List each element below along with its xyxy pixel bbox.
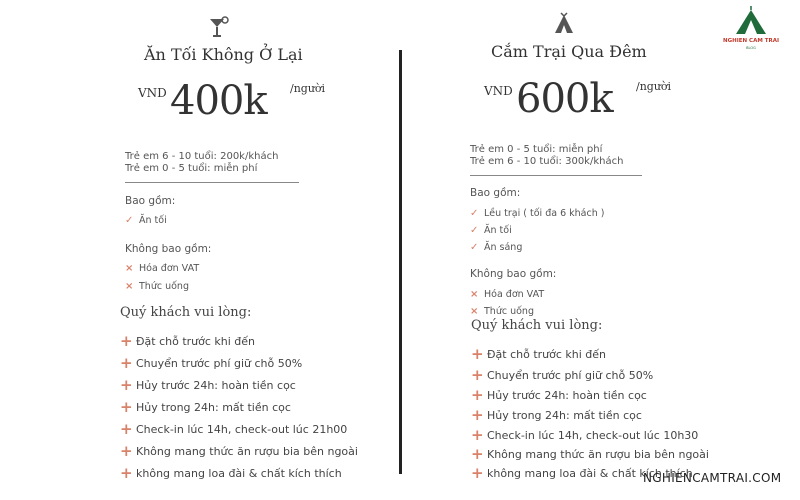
included-item: ✓ Ăn tối bbox=[470, 225, 512, 236]
package-camping bbox=[470, 0, 730, 500]
plus-icon: + bbox=[120, 332, 133, 350]
price-amount: 600k bbox=[516, 76, 613, 122]
x-icon: × bbox=[125, 263, 134, 274]
excluded-item: × Thức uống bbox=[125, 281, 189, 292]
included-item: ✓ Ăn tối bbox=[125, 215, 167, 226]
plus-icon: + bbox=[120, 420, 133, 438]
tent-icon bbox=[552, 12, 576, 36]
check-icon: ✓ bbox=[125, 215, 134, 226]
package-title: Ăn Tối Không Ở Lại bbox=[144, 45, 303, 64]
x-icon: × bbox=[470, 306, 479, 317]
divider-line bbox=[125, 182, 299, 183]
excluded-label: Không bao gồm: bbox=[125, 243, 212, 255]
plus-icon: + bbox=[471, 445, 484, 463]
plus-icon: + bbox=[471, 386, 484, 404]
excluded-item: × Hóa đơn VAT bbox=[470, 289, 545, 300]
note-item: + Đặt chỗ trước khi đến bbox=[471, 345, 607, 363]
note-item: + Không mang thức ăn rượu bia bên ngoài bbox=[471, 445, 709, 463]
divider-line bbox=[470, 175, 642, 176]
price bbox=[484, 76, 684, 124]
logo-sub: BLOG bbox=[746, 46, 756, 50]
excluded-label: Không bao gồm: bbox=[470, 268, 557, 280]
child-rate: Trẻ em 6 - 10 tuổi: 200k/khách bbox=[125, 151, 279, 162]
child-rate: Trẻ em 6 - 10 tuổi: 300k/khách bbox=[470, 156, 624, 167]
note-item: + Đặt chỗ trước khi đến bbox=[120, 332, 256, 350]
note-item: + Hủy trước 24h: hoàn tiền cọc bbox=[120, 376, 296, 394]
note-item: + Check-in lúc 14h, check-out lúc 10h30 bbox=[471, 426, 699, 444]
plus-icon: + bbox=[471, 426, 484, 444]
child-rate: Trẻ em 0 - 5 tuổi: miễn phí bbox=[125, 163, 258, 174]
included-label: Bao gồm: bbox=[125, 195, 176, 207]
included-item: ✓ Lều trại ( tối đa 6 khách ) bbox=[470, 208, 605, 219]
included-item: ✓ Ăn sáng bbox=[470, 242, 523, 253]
included-label: Bao gồm: bbox=[470, 187, 521, 199]
logo-text: NGHIEN CAM TRAI bbox=[722, 38, 780, 44]
price-currency: VND bbox=[484, 84, 513, 98]
check-icon: ✓ bbox=[470, 225, 479, 236]
note-item: + Chuyển trước phí giữ chỗ 50% bbox=[471, 366, 654, 384]
note-item: + Check-in lúc 14h, check-out lúc 21h00 bbox=[120, 420, 348, 438]
note-item: + không mang loa đài & chất kích thích bbox=[120, 464, 342, 482]
note-item: + Chuyển trước phí giữ chỗ 50% bbox=[120, 354, 303, 372]
excluded-item: × Hóa đơn VAT bbox=[125, 263, 200, 274]
note-item: + Hủy trong 24h: mất tiền cọc bbox=[120, 398, 291, 416]
plus-icon: + bbox=[120, 464, 133, 482]
brand-logo bbox=[722, 6, 780, 52]
excluded-item: × Thức uống bbox=[470, 306, 534, 317]
plus-icon: + bbox=[120, 376, 133, 394]
note-item: + Hủy trước 24h: hoàn tiền cọc bbox=[471, 386, 647, 404]
plus-icon: + bbox=[120, 354, 133, 372]
package-dinner bbox=[110, 0, 370, 500]
price bbox=[138, 78, 338, 126]
column-divider bbox=[399, 50, 402, 474]
notes-heading: Quý khách vui lòng: bbox=[120, 305, 252, 320]
plus-icon: + bbox=[471, 345, 484, 363]
plus-icon: + bbox=[120, 442, 133, 460]
price-currency: VND bbox=[138, 86, 167, 100]
check-icon: ✓ bbox=[470, 242, 479, 253]
note-item: + không mang loa đài & chất kích thích bbox=[471, 464, 693, 482]
watermark: NGHIENCAMTRAI.COM bbox=[643, 471, 782, 485]
package-title: Cắm Trại Qua Đêm bbox=[491, 42, 647, 61]
plus-icon: + bbox=[471, 406, 484, 424]
check-icon: ✓ bbox=[470, 208, 479, 219]
note-item: + Không mang thức ăn rượu bia bên ngoài bbox=[120, 442, 358, 460]
x-icon: × bbox=[470, 289, 479, 300]
price-unit: /người bbox=[290, 82, 326, 95]
notes-heading: Quý khách vui lòng: bbox=[471, 318, 603, 333]
plus-icon: + bbox=[471, 464, 484, 482]
plus-icon: + bbox=[471, 366, 484, 384]
price-amount: 400k bbox=[170, 78, 267, 124]
plus-icon: + bbox=[120, 398, 133, 416]
cocktail-icon bbox=[207, 15, 231, 39]
child-rate: Trẻ em 0 - 5 tuổi: miễn phí bbox=[470, 144, 603, 155]
x-icon: × bbox=[125, 281, 134, 292]
note-item: + Hủy trong 24h: mất tiền cọc bbox=[471, 406, 642, 424]
price-unit: /người bbox=[636, 80, 672, 93]
